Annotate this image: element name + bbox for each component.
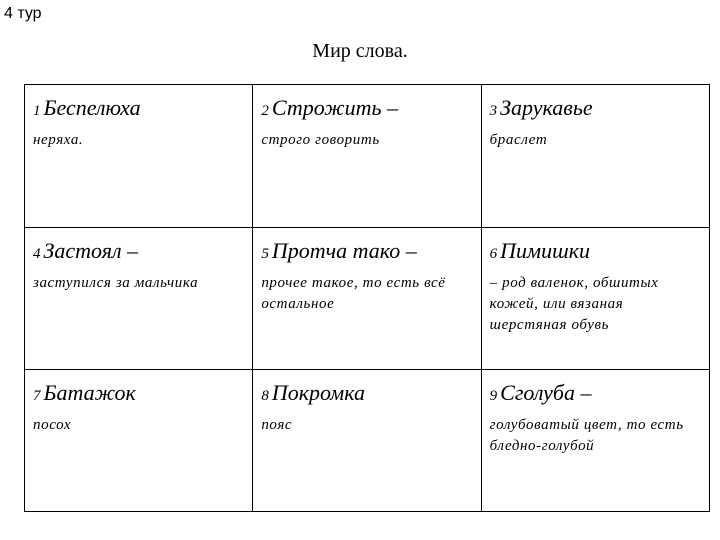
word-term: Застоял –	[43, 238, 139, 263]
word-term: Зарукавье	[500, 95, 593, 120]
word-definition: заступился за мальчика	[33, 275, 199, 291]
word-definition: – род валенок, обшитых кожей, или вязаная шерстяная обувь	[489, 275, 659, 333]
table-row	[25, 85, 710, 228]
word-table	[24, 84, 710, 512]
page-title: Мир слова.	[312, 40, 408, 62]
word-cell	[481, 85, 709, 228]
word-definition: строго говорить	[261, 132, 380, 148]
word-term: Строжить –	[271, 95, 399, 120]
word-cell	[253, 228, 481, 370]
word-cell	[25, 228, 253, 370]
word-cell	[253, 370, 481, 512]
word-number: 1	[33, 103, 41, 119]
word-cell	[481, 370, 709, 512]
word-term: Покромка	[271, 380, 365, 405]
word-definition: неряха.	[33, 132, 84, 148]
word-number: 4	[33, 246, 41, 262]
word-term: Беспелюха	[43, 95, 141, 120]
word-term: Пимишки	[500, 238, 590, 263]
word-definition: браслет	[489, 132, 548, 148]
word-number: 5	[261, 246, 269, 262]
word-term: Сголуба –	[500, 380, 592, 405]
tour-label: 4 тур	[4, 5, 42, 22]
word-cell	[25, 85, 253, 228]
word-number: 9	[489, 388, 498, 404]
word-number: 8	[261, 388, 269, 404]
word-cell	[481, 228, 709, 370]
word-definition: прочее такое, то есть всё остальное	[261, 275, 446, 312]
word-number: 7	[33, 388, 41, 404]
word-term: Протча тако –	[271, 238, 417, 263]
word-cell	[25, 370, 253, 512]
word-definition: пояс	[261, 417, 293, 433]
word-definition: голубоватый цвет, то есть бледно-голубой	[489, 417, 684, 454]
word-cell	[253, 85, 481, 228]
word-number: 6	[489, 246, 498, 262]
word-definition: посох	[33, 417, 72, 433]
table-row	[25, 228, 710, 370]
table-row	[25, 370, 710, 512]
word-term: Батажок	[43, 380, 136, 405]
word-number: 3	[489, 103, 498, 119]
word-number: 2	[261, 103, 269, 119]
